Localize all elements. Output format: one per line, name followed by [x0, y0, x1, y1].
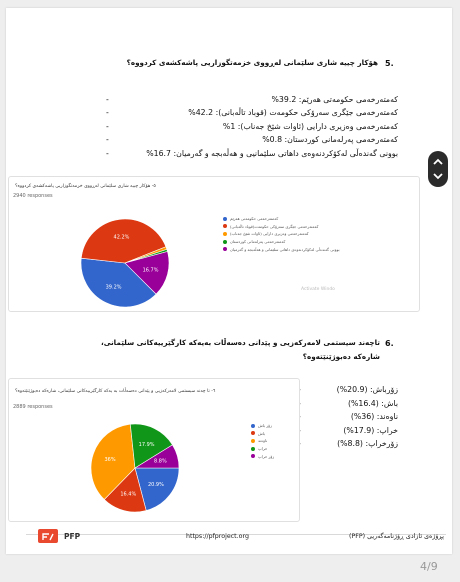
- pie-chart: [79, 217, 171, 309]
- question-5-number: 5.: [385, 59, 394, 68]
- chart-legend: [223, 215, 340, 253]
- list-item: - کەمتەرخەمی حکومەتی هەرێم: 39.2%: [106, 95, 398, 104]
- list-item: - بوونی گەندەڵی لەکۆکردنەوەی داهاتی سلێمانیی و هەڵەبجە و گەرمیان: 16.7%: [106, 148, 398, 158]
- pie-chart: [89, 422, 181, 514]
- legend-swatch: [223, 240, 227, 244]
- pfp-logo-icon: [38, 529, 58, 543]
- legend-label: خراپ: [258, 446, 268, 452]
- list-item: - کەمتەرخەمی پەرلەمانی کوردستان: 0.8%: [106, 135, 398, 145]
- legend-label: بوونی گەندەڵی لەکۆکردنەوەی داهاتی سلێمانی و هەڵەبجە و گەرمیان: [230, 246, 340, 252]
- legend-item: [223, 246, 340, 254]
- question-6-answer-list: [316, 385, 398, 453]
- card-title: ٦- تا چەند سیستمی لامەرکەزیی و پێدانی دەسەڵات بە یەکە کارگێرییەکانی سلێمانی، شارەکە دەبوژێنێتەوە؟: [15, 389, 216, 394]
- pie-slice-label: 17.9%: [138, 442, 155, 449]
- question-5-title: هۆکار چییە شاری سلێمانی لەڕووی خزمەتگوزاریی پاشەکشەی کردووە؟: [126, 58, 378, 67]
- legend-swatch: [251, 447, 255, 451]
- legend-item: [223, 223, 340, 231]
- legend-swatch: [251, 431, 255, 435]
- list-item: خراپ: (17.9%): [343, 425, 398, 435]
- legend-label: کەمتەرخەمی وەزیری دارایی (ئاوات شێخ جەناب): [230, 231, 309, 237]
- list-item: ناوەند: (36%): [350, 412, 398, 422]
- legend-swatch: [223, 217, 227, 221]
- legend-item: [223, 215, 340, 223]
- list-item: باش: (16.4%): [347, 398, 398, 408]
- legend-item: [251, 437, 274, 445]
- pie-slice-label: 16.7%: [142, 267, 159, 274]
- legend-label: ناوەند: [258, 438, 268, 444]
- legend-label: باش: [258, 430, 266, 436]
- legend-item: [223, 230, 340, 238]
- question-6-title-line2: شارەکە دەبوژێنێتەوە؟: [302, 352, 380, 361]
- legend-swatch: [251, 439, 255, 443]
- legend-item: [251, 422, 274, 430]
- response-count: 2940 responses: [13, 193, 53, 199]
- survey-chart-card-q5: [8, 176, 420, 312]
- footer-org-name: پڕۆژەی ئازادی ڕۆژنامەگەریی (PFP): [348, 533, 444, 540]
- response-count: 2889 responses: [13, 404, 53, 410]
- watermark: Activate Windo: [301, 287, 335, 292]
- page-indicator: 4/9: [420, 560, 438, 573]
- legend-label: کەمتەرخەمی پەرلەمانی کوردستان: [230, 239, 286, 245]
- chart-legend: [251, 422, 274, 460]
- pie-slice-label: 42.2%: [113, 234, 130, 241]
- chevron-up-icon: [434, 160, 442, 164]
- pie-slice-label: 36%: [104, 457, 116, 464]
- pie-slice-label: 39.2%: [105, 284, 122, 291]
- logo-text: PFP: [64, 532, 81, 541]
- pie-slice-label: 8.8%: [154, 458, 167, 465]
- list-item: - کەمتەرخەمی جێگری سەرۆکی حکومەت (قوباد تاڵەبانی): 42.2%: [106, 108, 398, 118]
- legend-swatch: [223, 224, 227, 228]
- legend-item: [251, 445, 274, 453]
- list-item: - کەمتەرخەمی وەزیری دارایی (ئاوات شێخ جەناب): 1%: [106, 121, 398, 131]
- pie-slice-label: 16.4%: [120, 491, 137, 498]
- legend-item: [251, 453, 274, 461]
- legend-swatch: [251, 424, 255, 428]
- question-6-title-line1: تاچەند سیستمی لامەرکەزیی و پێدانی دەسەڵات بەیەکە کارگێرییەکانی سلێمانی،: [100, 338, 380, 347]
- legend-swatch: [223, 232, 227, 236]
- question-6-number: 6.: [385, 339, 394, 348]
- legend-item: [251, 430, 274, 438]
- legend-swatch: [251, 454, 255, 458]
- document-page: [6, 8, 452, 554]
- legend-label: کەمتەرخەمی جێگری سەرۆکی حکومەت(قوباد تاڵەبانی): [230, 223, 319, 229]
- legend-label: زۆر خراپ: [258, 453, 275, 459]
- legend-item: [223, 238, 340, 246]
- card-title: ٥- هۆکار چییە شاری سلێمانی لەڕووی خزمەتگوزاریی پاشەکشەی کردووە؟: [15, 184, 156, 189]
- scroll-control[interactable]: [428, 151, 448, 187]
- legend-label: کەمتەرخەمی حکومەتی هەرێم: [230, 216, 279, 221]
- question-5-answer-list: [106, 95, 398, 162]
- legend-swatch: [223, 247, 227, 251]
- footer-url: https://pfproject.org: [186, 533, 249, 540]
- pie-slice-label: 20.9%: [147, 481, 164, 488]
- survey-chart-card-q6: [8, 378, 300, 522]
- legend-label: زۆر باش: [258, 423, 272, 428]
- list-item: زۆرخراپ: (8.8%): [337, 439, 398, 449]
- list-item: زۆرباش: (20.9%): [336, 385, 398, 394]
- chevron-down-icon: [434, 174, 442, 178]
